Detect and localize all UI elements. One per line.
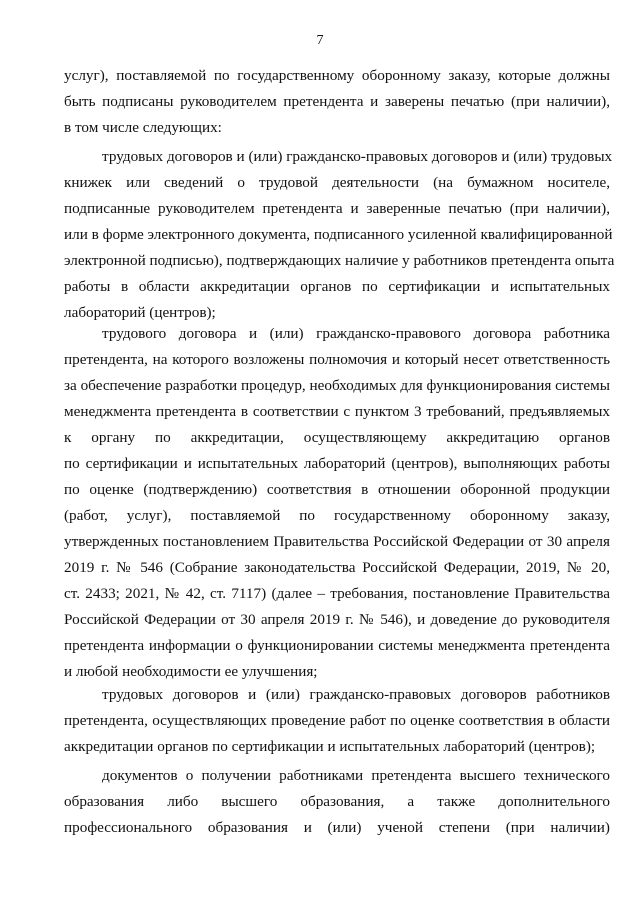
paragraph-line: электронной подписью), подтверждающих наличие у работников претендента опыта [64, 252, 615, 269]
paragraph-line: (работ, услуг), поставляемой по государственному оборонному заказу, [64, 507, 610, 524]
paragraph-line: ст. 2433; 2021, № 42, ст. 7117) (далее – требования, постановление Правительства [64, 585, 610, 602]
paragraph-1 [64, 63, 610, 141]
paragraph-line: работы в области аккредитации органов по сертификации и испытательных [64, 278, 610, 295]
paragraph-line: аккредитации органов по сертификации и испытательных лабораторий (центров); [64, 738, 596, 755]
paragraph-line: и любой необходимости ее улучшения; [64, 663, 318, 680]
paragraph-line: Российской Федерации от 30 апреля 2019 г. № 546), и доведение до руководителя [64, 611, 610, 628]
paragraph-5 [64, 763, 610, 841]
page-number: 7 [316, 33, 324, 48]
paragraph-line: трудовых договоров и (или) гражданско-правовых договоров и (или) трудовых [102, 148, 613, 165]
paragraph-line: к органу по аккредитации, осуществляющему аккредитацию органов [64, 429, 610, 446]
paragraph-line: документов о получении работниками претендента высшего технического [102, 767, 610, 784]
paragraph-line: услуг), поставляемой по государственному оборонному заказу, которые должны [64, 67, 610, 84]
paragraph-line: по сертификации и испытательных лабораторий (центров), выполняющих работы [64, 455, 610, 472]
paragraph-4 [64, 682, 610, 760]
paragraph-2 [64, 144, 615, 326]
paragraph-line: 2019 г. № 546 (Собрание законодательства Российской Федерации, 2019, № 20, [64, 559, 610, 576]
paragraph-line: в том числе следующих: [64, 119, 222, 136]
paragraph-line: профессионального образования и (или) ученой степени (при наличии) [64, 819, 610, 836]
paragraph-3 [64, 321, 610, 685]
paragraph-line: претендента, на которого возложены полномочия и который несет ответственность [64, 351, 610, 368]
paragraph-line: книжек или сведений о трудовой деятельности (на бумажном носителе, [64, 174, 610, 191]
paragraph-line: менеджмента претендента в соответствии с пунктом 3 требований, предъявляемых [64, 403, 610, 420]
paragraph-line: образования либо высшего образования, а также дополнительного [64, 793, 610, 810]
paragraph-line: лабораторий (центров); [64, 304, 216, 321]
paragraph-line: трудового договора и (или) гражданско-правового договора работника [102, 325, 610, 342]
paragraph-line: утвержденных постановлением Правительства Российской Федерации от 30 апреля [64, 533, 610, 550]
paragraph-line: подписанные руководителем претендента и заверенные печатью (при наличии), [64, 200, 610, 217]
paragraph-line: по оценке (подтверждению) соответствия в отношении оборонной продукции [64, 481, 610, 498]
paragraph-line: претендента информации о функционировании системы менеджмента претендента [64, 637, 610, 654]
paragraph-line: претендента, осуществляющих проведение работ по оценке соответствия в области [64, 712, 610, 729]
paragraph-line: трудовых договоров и (или) гражданско-правовых договоров работников [102, 686, 610, 703]
paragraph-line: или в форме электронного документа, подписанного усиленной квалифицированной [64, 226, 613, 243]
paragraph-line: быть подписаны руководителем претендента и заверены печатью (при наличии), [64, 93, 610, 110]
paragraph-line: за обеспечение разработки процедур, необходимых для функционирования системы [64, 377, 610, 394]
